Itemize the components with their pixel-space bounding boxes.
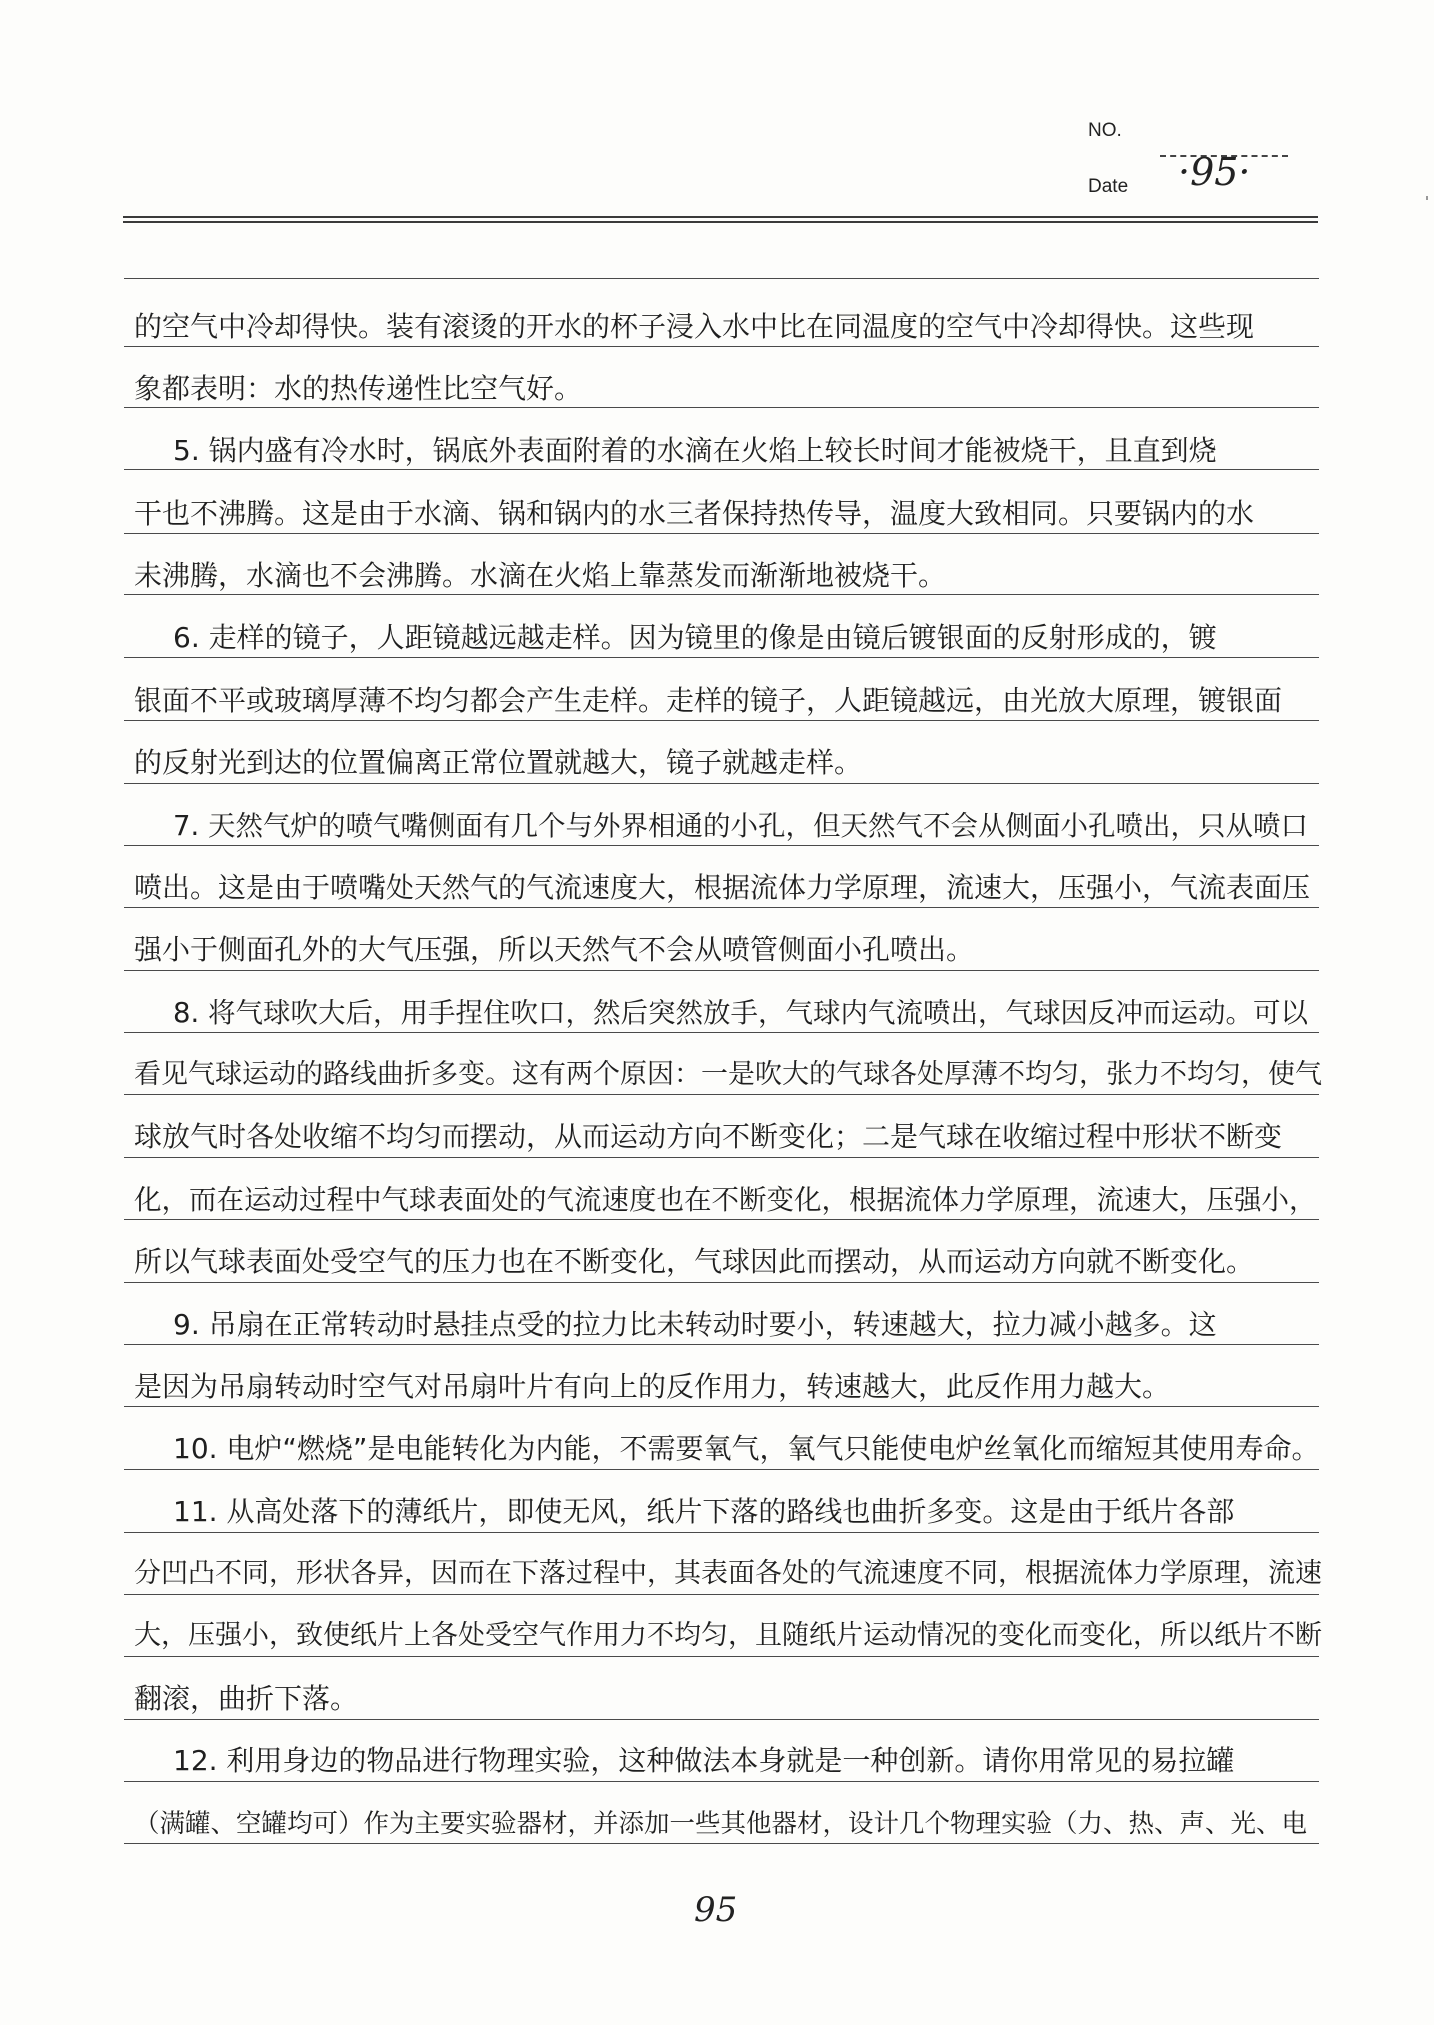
ruled-line bbox=[124, 970, 1319, 971]
text-line: 球放气时各处收缩不均匀而摆动，从而运动方向不断变化；二是气球在收缩过程中形状不断变 bbox=[134, 1120, 1283, 1153]
text-line: 的空气中冷却得快。装有滚烫的开水的杯子浸入水中比在同温度的空气中冷却得快。这些现 bbox=[134, 310, 1255, 343]
ruled-line bbox=[124, 469, 1319, 470]
ruled-line bbox=[124, 1656, 1319, 1657]
ruled-line bbox=[124, 1469, 1319, 1470]
ruled-line bbox=[124, 1282, 1319, 1283]
ruled-line bbox=[124, 907, 1319, 908]
ruled-line bbox=[124, 1781, 1319, 1782]
ruled-line bbox=[124, 1719, 1319, 1720]
text-line: 7. 天然气炉的喷气嘴侧面有几个与外界相通的小孔，但天然气不会从侧面小孔喷出，只从喷口 bbox=[173, 810, 1308, 842]
ruled-line bbox=[124, 845, 1319, 846]
text-line: 分凹凸不同，形状各异，因而在下落过程中，其表面各处的气流速度不同，根据流体力学原理，流速 bbox=[134, 1558, 1322, 1589]
page-number: 95 bbox=[694, 1890, 738, 1930]
ruled-line bbox=[124, 1219, 1319, 1220]
ruled-line bbox=[124, 1032, 1319, 1033]
ruled-line bbox=[124, 1594, 1319, 1595]
text-line: 6. 走样的镜子，人距镜越远越走样。因为镜里的像是由镜后镀银面的反射形成的，镀 bbox=[173, 621, 1217, 654]
ruled-line bbox=[124, 407, 1319, 408]
text-line: 喷出。这是由于喷嘴处天然气的气流速度大，根据流体力学原理，流速大，压强小，气流表面压 bbox=[134, 871, 1311, 904]
text-line: 9. 吊扇在正常转动时悬挂点受的拉力比未转动时要小，转速越大，拉力减小越多。这 bbox=[173, 1308, 1217, 1341]
text-line: 8. 将气球吹大后，用手捏住吹口，然后突然放手，气球内气流喷出，气球因反冲而运动。可以 bbox=[173, 997, 1308, 1029]
text-line: 银面不平或玻璃厚薄不均匀都会产生走样。走样的镜子，人距镜越远，由光放大原理，镀银面 bbox=[134, 684, 1283, 717]
text-line: 所以气球表面处受空气的压力也在不断变化，气球因此而摆动，从而运动方向就不断变化。 bbox=[134, 1245, 1255, 1278]
ruled-line bbox=[124, 1157, 1319, 1158]
ruled-line bbox=[124, 346, 1319, 347]
text-line: 翻滚，曲折下落。 bbox=[134, 1682, 359, 1715]
text-line: 干也不沸腾。这是由于水滴、锅和锅内的水三者保持热传导，温度大致相同。只要锅内的水 bbox=[134, 497, 1255, 530]
ruled-line bbox=[124, 594, 1319, 595]
text-line: 是因为吊扇转动时空气对吊扇叶片有向上的反作用力，转速越大，此反作用力越大。 bbox=[134, 1370, 1171, 1403]
text-line: 未沸腾，水滴也不会沸腾。水滴在火焰上靠蒸发而渐渐地被烧干。 bbox=[134, 559, 947, 592]
text-line: 看见气球运动的路线曲折多变。这有两个原因：一是吹大的气球各处厚薄不均匀，张力不均匀，使气 bbox=[134, 1059, 1322, 1090]
ruled-line bbox=[124, 533, 1319, 534]
text-line: （满罐、空罐均可）作为主要实验器材，并添加一些其他器材，设计几个物理实验（力、热、声、光、电 bbox=[134, 1809, 1308, 1839]
ruled-line bbox=[124, 1344, 1319, 1345]
header-no-label: NO. bbox=[1088, 120, 1122, 141]
ruled-line bbox=[124, 783, 1319, 784]
text-line: 5. 锅内盛有冷水时，锅底外表面附着的水滴在火焰上较长时间才能被烧干，且直到烧 bbox=[173, 434, 1217, 467]
text-line: 象都表明：水的热传递性比空气好。 bbox=[134, 372, 583, 405]
ruled-line bbox=[124, 1406, 1319, 1407]
header-date-value: ·95· bbox=[1178, 150, 1251, 194]
ruled-line bbox=[124, 1532, 1319, 1533]
header-date-label: Date bbox=[1088, 176, 1129, 197]
text-line: 10. 电炉“燃烧”是电能转化为内能，不需要氧气，氧气只能使电炉丝氧化而缩短其使用寿命。 bbox=[173, 1432, 1320, 1465]
ruled-line bbox=[124, 278, 1319, 279]
text-line: 强小于侧面孔外的大气压强，所以天然气不会从喷管侧面小孔喷出。 bbox=[134, 933, 975, 966]
text-line: 11. 从高处落下的薄纸片，即使无风，纸片下落的路线也曲折多变。这是由于纸片各部 bbox=[173, 1495, 1235, 1528]
ruled-line bbox=[124, 1094, 1319, 1095]
text-line: 大，压强小，致使纸片上各处受空气作用力不均匀，且随纸片运动情况的变化而变化，所以纸片不断 bbox=[134, 1620, 1322, 1651]
ruled-line bbox=[124, 720, 1319, 721]
text-line: 的反射光到达的位置偏离正常位置就越大，镜子就越走样。 bbox=[134, 746, 863, 779]
ruled-line bbox=[124, 1843, 1319, 1844]
text-line: 化，而在运动过程中气球表面处的气流速度也在不断变化，根据流体力学原理，流速大，压强小， bbox=[134, 1184, 1317, 1216]
text-line: 12. 利用身边的物品进行物理实验，这种做法本身就是一种创新。请你用常见的易拉罐 bbox=[173, 1744, 1235, 1777]
ruled-line bbox=[124, 657, 1319, 658]
